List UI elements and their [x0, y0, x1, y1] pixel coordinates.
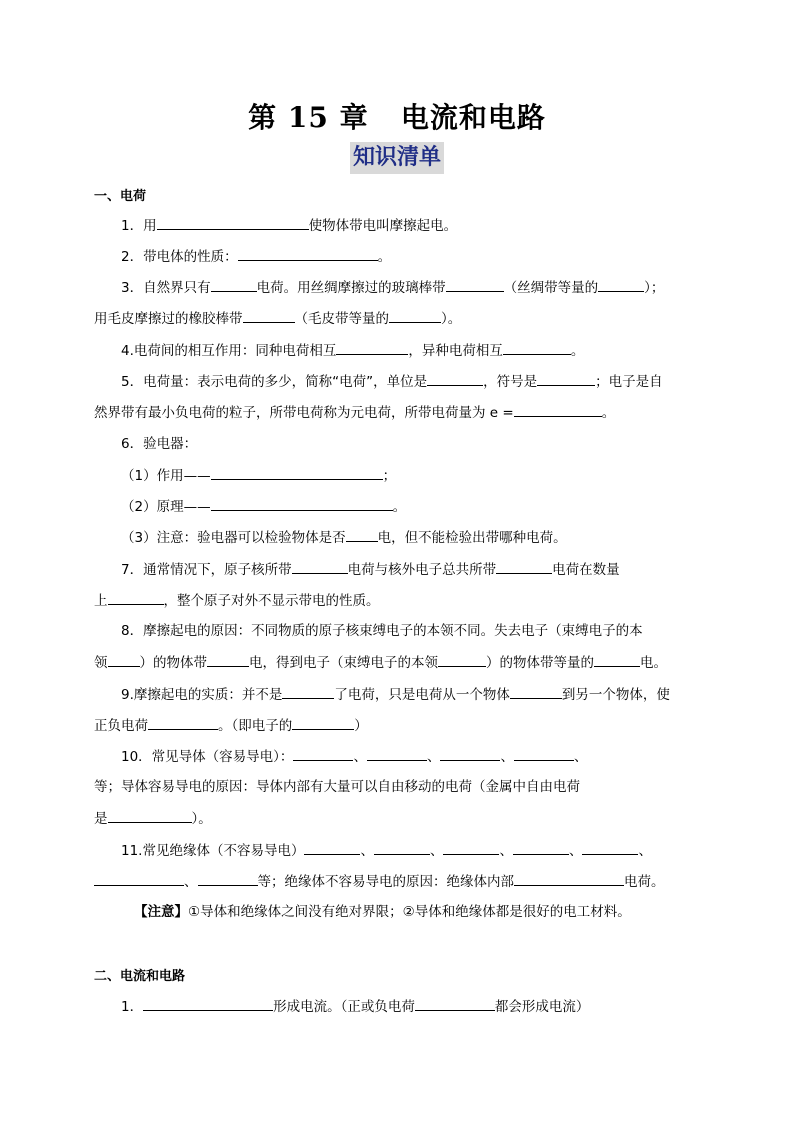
blank[interactable] [537, 372, 595, 386]
blank[interactable] [108, 591, 164, 605]
blank[interactable] [243, 309, 295, 323]
section-heading-charge: 一、电荷 [94, 189, 147, 204]
blank[interactable] [443, 841, 499, 855]
blank[interactable] [389, 309, 441, 323]
blank[interactable] [374, 841, 430, 855]
item-3: 3．自然界只有 电荷。用丝绸摩擦过的玻璃棒带 （丝绸带等量的 ）； [121, 280, 665, 296]
blank[interactable] [94, 872, 184, 886]
blank[interactable] [496, 560, 552, 574]
blank[interactable] [514, 747, 574, 761]
blank[interactable] [503, 341, 571, 355]
item-5: 5．电荷量：表示电荷的多少，简称“电荷”，单位是 ，符号是 ；电子是自 [121, 374, 663, 390]
item-5-cont: 然界带有最小负电荷的粒子，所带电荷称为元电荷，所带电荷量为 e = 。 [94, 405, 616, 421]
item-1: 1．用 使物体带电叫摩擦起电。 [121, 218, 458, 234]
item-4: 4.电荷间的相互作用：同种电荷相互 ，异种电荷相互 。 [121, 343, 585, 359]
blank[interactable] [598, 278, 644, 292]
blank[interactable] [304, 841, 360, 855]
blank[interactable] [157, 216, 309, 230]
blank[interactable] [292, 560, 348, 574]
blank[interactable] [148, 716, 218, 730]
blank[interactable] [207, 653, 249, 667]
blank[interactable] [293, 747, 353, 761]
item-6-3: （3）注意：验电器可以检验物体是否 电，但不能检验出带哪种电荷。 [121, 530, 567, 546]
blank[interactable] [582, 841, 638, 855]
blank[interactable] [143, 997, 273, 1011]
item-10-cont2: 是 ）。 [94, 811, 212, 827]
blank[interactable] [514, 403, 602, 417]
section-heading-current-circuit: 二、电流和电路 [94, 969, 186, 984]
blank[interactable] [238, 247, 378, 261]
blank[interactable] [514, 872, 624, 886]
blank[interactable] [108, 653, 140, 667]
blank[interactable] [211, 497, 393, 511]
blank[interactable] [438, 653, 486, 667]
blank[interactable] [346, 528, 378, 542]
blank[interactable] [446, 278, 504, 292]
blank[interactable] [415, 997, 495, 1011]
blank[interactable] [510, 685, 562, 699]
chapter-title: 第 15 章 电流和电路 [248, 101, 546, 134]
note-tag: 【注意】 [134, 904, 188, 920]
blank[interactable] [292, 716, 354, 730]
item-11: 11.常见绝缘体（不容易导电） 、 、 、 、 、 [121, 843, 652, 859]
blank[interactable] [336, 341, 408, 355]
item-11-cont: 、 等；绝缘体不容易导电的原因：绝缘体内部 电荷。 [94, 872, 665, 891]
item-10-cont: 等；导体容易导电的原因：导体内部有大量可以自由移动的电荷（金属中自由电荷 [94, 779, 580, 795]
blank[interactable] [108, 809, 192, 823]
item-8: 8．摩擦起电的原因：不同物质的原子核束缚电子的本领不同。失去电子（束缚电子的本 [121, 623, 643, 639]
item-6-2: （2）原理—— 。 [121, 499, 407, 515]
item-10: 10．常见导体（容易导电）： 、 、 、 、 [121, 749, 588, 765]
item-6-1: （1）作用—— ； [121, 468, 397, 484]
item-8-cont: 领 ）的物体带 电，得到电子（束缚电子的本领 ）的物体带等量的 电。 [94, 655, 667, 671]
item-3-cont: 用毛皮摩擦过的橡胶棒带 （毛皮带等量的 ）。 [94, 311, 462, 327]
blank[interactable] [211, 466, 383, 480]
blank[interactable] [198, 872, 258, 886]
item-7: 7．通常情况下，原子核所带 电荷与核外电子总共所带 电荷在数量 [121, 562, 620, 578]
blank[interactable] [367, 747, 427, 761]
item-9: 9.摩擦起电的实质：并不是 了电荷，只是电荷从一个物体 到另一个物体，使 [121, 687, 670, 703]
item-9-cont: 正负电荷 。（即电子的 ） [94, 718, 368, 734]
item-2: 2．带电体的性质： 。 [121, 249, 392, 265]
blank[interactable] [440, 747, 500, 761]
blank[interactable] [513, 841, 569, 855]
blank[interactable] [211, 278, 257, 292]
blank[interactable] [427, 372, 483, 386]
subtitle: 知识清单 [350, 142, 444, 174]
blank[interactable] [282, 685, 334, 699]
s2-item-1: 1． 形成电流。（正或负电荷 都会形成电流） [121, 999, 590, 1015]
note: 【注意】①导体和绝缘体之间没有绝对界限；②导体和绝缘体都是很好的电工材料。 [134, 904, 631, 920]
item-6: 6．验电器： [121, 436, 198, 452]
blank[interactable] [594, 653, 640, 667]
subtitle-wrap [0, 142, 794, 174]
item-7-cont: 上 ，整个原子对外不显示带电的性质。 [94, 593, 380, 609]
